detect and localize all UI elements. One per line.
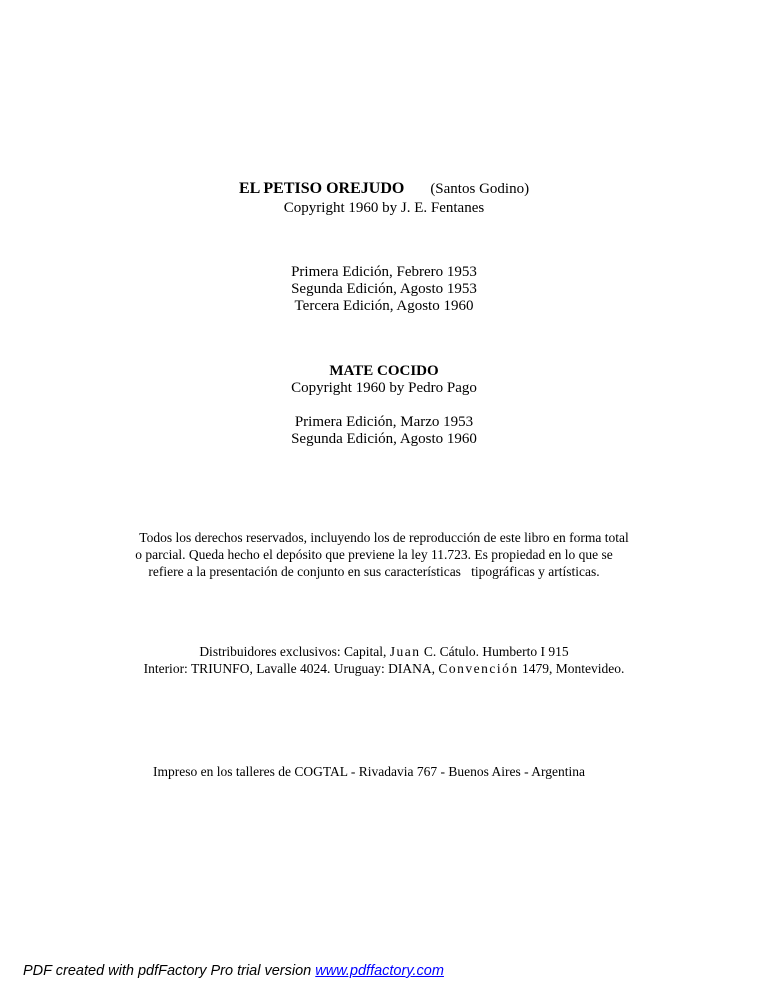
book2-copyright: Copyright 1960 by Pedro Pago [291,380,477,396]
distribution-line-2-post: 1479, Montevideo. [518,661,625,676]
legal-notice-line-3: refiere a la presentación de conjunto en sus características tipográficas y artísticas. [148,564,600,579]
pdf-footer [23,962,444,980]
distribution-line-2-pre: Interior: TRIUNFO, Lavalle 4024. Uruguay: DIANA, [143,661,439,676]
book1-edition-2: Segunda Edición, Agosto 1953 [291,281,477,297]
book2-edition-2: Segunda Edición, Agosto 1960 [291,431,477,447]
distribution-line-2-street: Convención [438,661,519,676]
distribution-line-1-pre: Distribuidores exclusivos: Capital, [199,644,390,659]
book1-edition-3: Tercera Edición, Agosto 1960 [294,298,474,314]
book1-heading [0,180,768,198]
distribution-line-1-name: Juan [389,644,421,659]
distribution-line-1 [0,643,768,660]
printer-notice: Impreso en los talleres de COGTAL - Rivadavia 767 - Buenos Aires - Argentina [153,764,585,779]
distribution-line-2 [0,660,768,677]
pdf-footer-text: PDF created with pdfFactory Pro trial version [23,963,316,979]
book2-edition-1: Primera Edición, Marzo 1953 [294,414,474,430]
legal-notice-line-2: o parcial. Queda hecho el depósito que previene la ley 11.723. Es propiedad en lo que se [135,547,613,562]
book2-title: MATE COCIDO [329,363,439,379]
legal-notice-line-1: Todos los derechos reservados, incluyendo los de reproducción de este libro en forma total [139,530,629,545]
pdffactory-link[interactable]: www.pdffactory.com [315,963,444,979]
book1-edition-1: Primera Edición, Febrero 1953 [291,264,477,280]
distribution-line-1-post: C. Cátulo. Humberto I 915 [420,644,569,659]
book1-author: (Santos Godino) [430,181,530,197]
book1-title: EL PETISO OREJUDO [238,180,405,197]
book1-copyright: Copyright 1960 by J. E. Fentanes [283,200,485,216]
